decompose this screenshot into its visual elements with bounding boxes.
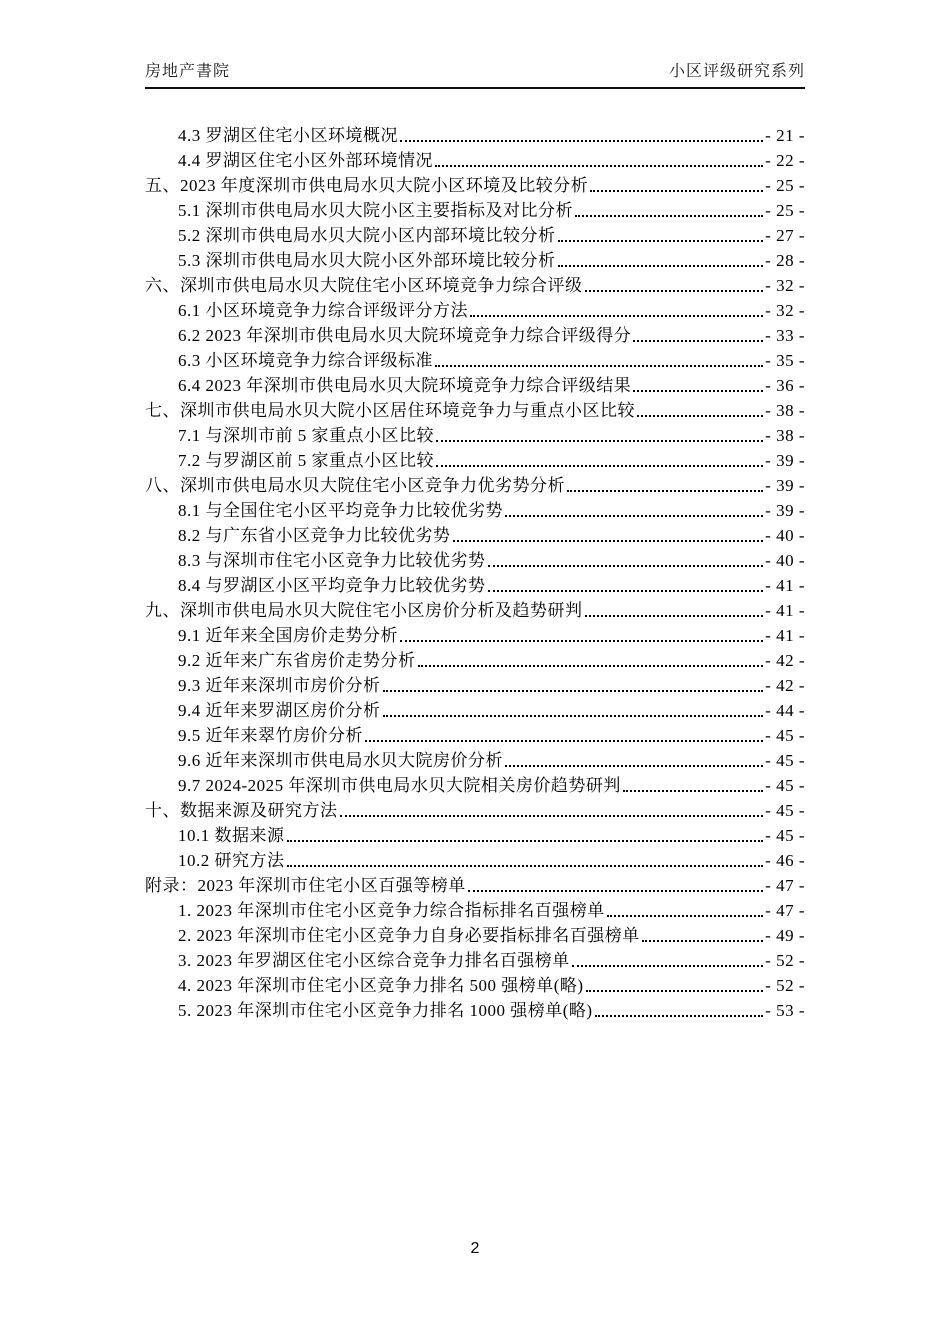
- toc-entry-page: - 22 -: [765, 151, 805, 170]
- toc-entry-label: 4.4 罗湖区住宅小区外部环境情况: [178, 151, 433, 170]
- toc-entry-page: - 41 -: [765, 626, 805, 645]
- toc-entry-page: - 41 -: [765, 576, 805, 595]
- toc-leader-dots: [586, 990, 764, 992]
- toc-leader-dots: [287, 865, 764, 867]
- toc-entry-page: - 47 -: [765, 901, 805, 920]
- toc-entry-page: - 45 -: [765, 726, 805, 745]
- toc-entry[interactable]: [145, 822, 805, 847]
- toc-entry-label: 2. 2023 年深圳市住宅小区竞争力自身必要指标排名百强榜单: [178, 926, 640, 945]
- toc-entry-page: - 21 -: [765, 126, 805, 145]
- toc-leader-dots: [365, 740, 763, 742]
- toc-leader-dots: [488, 565, 764, 567]
- toc-entry-label: 9.1 近年来全国房价走势分析: [178, 626, 398, 645]
- toc-entry[interactable]: [145, 472, 805, 497]
- toc-leader-dots: [585, 290, 764, 292]
- toc-entry[interactable]: [145, 747, 805, 772]
- toc-entry-label: 6.3 小区环境竞争力综合评级标准: [178, 351, 433, 370]
- toc-entry[interactable]: [145, 547, 805, 572]
- toc-leader-dots: [400, 640, 763, 642]
- toc-entry-page: - 52 -: [765, 976, 805, 995]
- toc-entry-label: 9.7 2024-2025 年深圳市供电局水贝大院相关房价趋势研判: [178, 776, 621, 795]
- toc-entry-label: 6.2 2023 年深圳市供电局水贝大院环境竞争力综合评级得分: [178, 326, 632, 345]
- toc-entry[interactable]: [145, 272, 805, 297]
- toc-entry-label: 9.2 近年来广东省房价走势分析: [178, 651, 416, 670]
- toc-leader-dots: [567, 490, 763, 492]
- toc-entry[interactable]: [145, 147, 805, 172]
- toc-entry[interactable]: [145, 247, 805, 272]
- toc-entry[interactable]: [145, 672, 805, 697]
- page-number: 2: [470, 1240, 480, 1257]
- toc-entry-label: 9.5 近年来翠竹房价分析: [178, 726, 363, 745]
- toc-entry-page: - 25 -: [765, 201, 805, 220]
- toc-leader-dots: [572, 965, 763, 967]
- toc-entry-page: - 40 -: [765, 526, 805, 545]
- toc-entry-label: 5.3 深圳市供电局水贝大院小区外部环境比较分析: [178, 251, 556, 270]
- toc-entry-page: - 35 -: [765, 351, 805, 370]
- toc-entry-page: - 33 -: [765, 326, 805, 345]
- page-footer: [0, 1240, 950, 1258]
- toc-entry-page: - 38 -: [765, 401, 805, 420]
- toc-entry[interactable]: [145, 772, 805, 797]
- toc-entry-page: - 38 -: [765, 426, 805, 445]
- toc-entry-page: - 32 -: [765, 276, 805, 295]
- toc-leader-dots: [383, 715, 764, 717]
- toc-entry[interactable]: [145, 597, 805, 622]
- toc-entry[interactable]: [145, 197, 805, 222]
- toc-leader-dots: [558, 265, 764, 267]
- toc-leader-dots: [340, 815, 764, 817]
- toc-entry-page: - 36 -: [765, 376, 805, 395]
- toc-entry-page: - 32 -: [765, 301, 805, 320]
- toc-list: [145, 122, 805, 1022]
- toc-entry-label: 七、深圳市供电局水贝大院小区居住环境竞争力与重点小区比较: [145, 401, 635, 420]
- toc-leader-dots: [488, 590, 764, 592]
- toc-entry[interactable]: [145, 222, 805, 247]
- toc-entry-label: 4. 2023 年深圳市住宅小区竞争力排名 500 强榜单(略): [178, 976, 584, 995]
- toc-entry-label: 8.2 与广东省小区竞争力比较优劣势: [178, 526, 451, 545]
- toc-leader-dots: [642, 940, 763, 942]
- toc-entry-label: 7.2 与罗湖区前 5 家重点小区比较: [178, 451, 434, 470]
- toc-entry[interactable]: [145, 722, 805, 747]
- toc-entry-page: - 53 -: [765, 1001, 805, 1020]
- toc-entry-label: 10.1 数据来源: [178, 826, 285, 845]
- toc-entry[interactable]: [145, 897, 805, 922]
- toc-entry-page: - 45 -: [765, 751, 805, 770]
- toc-entry[interactable]: [145, 647, 805, 672]
- toc-entry[interactable]: [145, 922, 805, 947]
- toc-entry-label: 附录：2023 年深圳市住宅小区百强等榜单: [145, 876, 466, 895]
- toc-entry-label: 八、深圳市供电局水贝大院住宅小区竞争力优劣势分析: [145, 476, 565, 495]
- toc-leader-dots: [575, 215, 763, 217]
- toc-entry-label: 1. 2023 年深圳市住宅小区竞争力综合指标排名百强榜单: [178, 901, 605, 920]
- toc-entry-page: - 45 -: [765, 826, 805, 845]
- toc-leader-dots: [558, 240, 764, 242]
- toc-leader-dots: [383, 690, 764, 692]
- header-left-label: 房地产書院: [145, 63, 231, 80]
- toc-leader-dots: [637, 415, 763, 417]
- toc-entry-page: - 52 -: [765, 951, 805, 970]
- toc-entry-label: 五、2023 年度深圳市供电局水贝大院小区环境及比较分析: [145, 176, 589, 195]
- toc-entry[interactable]: [145, 697, 805, 722]
- toc-entry[interactable]: [145, 522, 805, 547]
- page-header: [145, 58, 805, 89]
- toc-leader-dots: [435, 365, 763, 367]
- toc-entry-label: 5.1 深圳市供电局水贝大院小区主要指标及对比分析: [178, 201, 573, 220]
- toc-entry[interactable]: [145, 322, 805, 347]
- toc-entry-label: 9.6 近年来深圳市供电局水贝大院房价分析: [178, 751, 503, 770]
- toc-entry-label: 9.4 近年来罗湖区房价分析: [178, 701, 381, 720]
- toc-entry-label: 3. 2023 年罗湖区住宅小区综合竞争力排名百强榜单: [178, 951, 570, 970]
- toc-entry-page: - 28 -: [765, 251, 805, 270]
- toc-leader-dots: [287, 840, 764, 842]
- toc-entry-page: - 39 -: [765, 476, 805, 495]
- toc-entry-label: 8.4 与罗湖区小区平均竞争力比较优劣势: [178, 576, 486, 595]
- toc-leader-dots: [436, 440, 763, 442]
- toc-entry-page: - 39 -: [765, 501, 805, 520]
- toc-entry-label: 7.1 与深圳市前 5 家重点小区比较: [178, 426, 434, 445]
- toc-entry[interactable]: [145, 447, 805, 472]
- toc-entry-label: 6.4 2023 年深圳市供电局水贝大院环境竞争力综合评级结果: [178, 376, 632, 395]
- toc-entry-page: - 39 -: [765, 451, 805, 470]
- toc-entry[interactable]: [145, 997, 805, 1022]
- toc-entry[interactable]: [145, 172, 805, 197]
- toc-leader-dots: [505, 765, 763, 767]
- toc-entry-label: 8.3 与深圳市住宅小区竞争力比较优劣势: [178, 551, 486, 570]
- toc-leader-dots: [468, 890, 763, 892]
- toc-entry-page: - 45 -: [765, 801, 805, 820]
- toc-entry[interactable]: [145, 347, 805, 372]
- toc-leader-dots: [400, 140, 763, 142]
- toc-entry[interactable]: [145, 972, 805, 997]
- toc-entry[interactable]: [145, 372, 805, 397]
- toc-entry[interactable]: [145, 847, 805, 872]
- toc-leader-dots: [418, 665, 764, 667]
- toc-leader-dots: [607, 915, 763, 917]
- toc-entry-label: 4.3 罗湖区住宅小区环境概况: [178, 126, 398, 145]
- toc-entry-label: 5. 2023 年深圳市住宅小区竞争力排名 1000 强榜单(略): [178, 1001, 593, 1020]
- toc-entry[interactable]: [145, 497, 805, 522]
- toc-leader-dots: [590, 190, 763, 192]
- toc-entry-label: 六、深圳市供电局水贝大院住宅小区环境竞争力综合评级: [145, 276, 583, 295]
- toc-leader-dots: [633, 340, 763, 342]
- toc-leader-dots: [453, 540, 764, 542]
- header-right-label: 小区评级研究系列: [668, 63, 805, 80]
- toc-entry[interactable]: [145, 872, 805, 897]
- toc-entry-page: - 47 -: [765, 876, 805, 895]
- toc-entry[interactable]: [145, 297, 805, 322]
- toc-entry[interactable]: [145, 947, 805, 972]
- toc-entry-page: - 40 -: [765, 551, 805, 570]
- toc-leader-dots: [435, 165, 763, 167]
- toc-entry-page: - 49 -: [765, 926, 805, 945]
- toc-entry-label: 10.2 研究方法: [178, 851, 285, 870]
- toc-entry-label: 8.1 与全国住宅小区平均竞争力比较优劣势: [178, 501, 503, 520]
- toc-entry[interactable]: [145, 422, 805, 447]
- toc-entry[interactable]: [145, 622, 805, 647]
- toc-entry-label: 十、数据来源及研究方法: [145, 801, 338, 820]
- toc-leader-dots: [436, 465, 763, 467]
- toc-entry-page: - 46 -: [765, 851, 805, 870]
- toc-leader-dots: [595, 1015, 764, 1017]
- toc-entry-page: - 25 -: [765, 176, 805, 195]
- toc-entry-page: - 42 -: [765, 676, 805, 695]
- toc-leader-dots: [623, 790, 763, 792]
- toc-entry-page: - 45 -: [765, 776, 805, 795]
- toc-entry-label: 九、深圳市供电局水贝大院住宅小区房价分析及趋势研判: [145, 601, 583, 620]
- toc-leader-dots: [470, 315, 763, 317]
- toc-leader-dots: [633, 390, 763, 392]
- toc-entry-page: - 44 -: [765, 701, 805, 720]
- toc-entry[interactable]: [145, 797, 805, 822]
- toc-entry-label: 6.1 小区环境竞争力综合评级评分方法: [178, 301, 468, 320]
- toc-entry[interactable]: [145, 122, 805, 147]
- toc-entry-page: - 42 -: [765, 651, 805, 670]
- toc-entry[interactable]: [145, 572, 805, 597]
- toc-entry-page: - 41 -: [765, 601, 805, 620]
- toc-entry-label: 5.2 深圳市供电局水贝大院小区内部环境比较分析: [178, 226, 556, 245]
- toc-entry-page: - 27 -: [765, 226, 805, 245]
- toc-entry-label: 9.3 近年来深圳市房价分析: [178, 676, 381, 695]
- toc-entry[interactable]: [145, 397, 805, 422]
- toc-leader-dots: [585, 615, 764, 617]
- toc-leader-dots: [505, 515, 763, 517]
